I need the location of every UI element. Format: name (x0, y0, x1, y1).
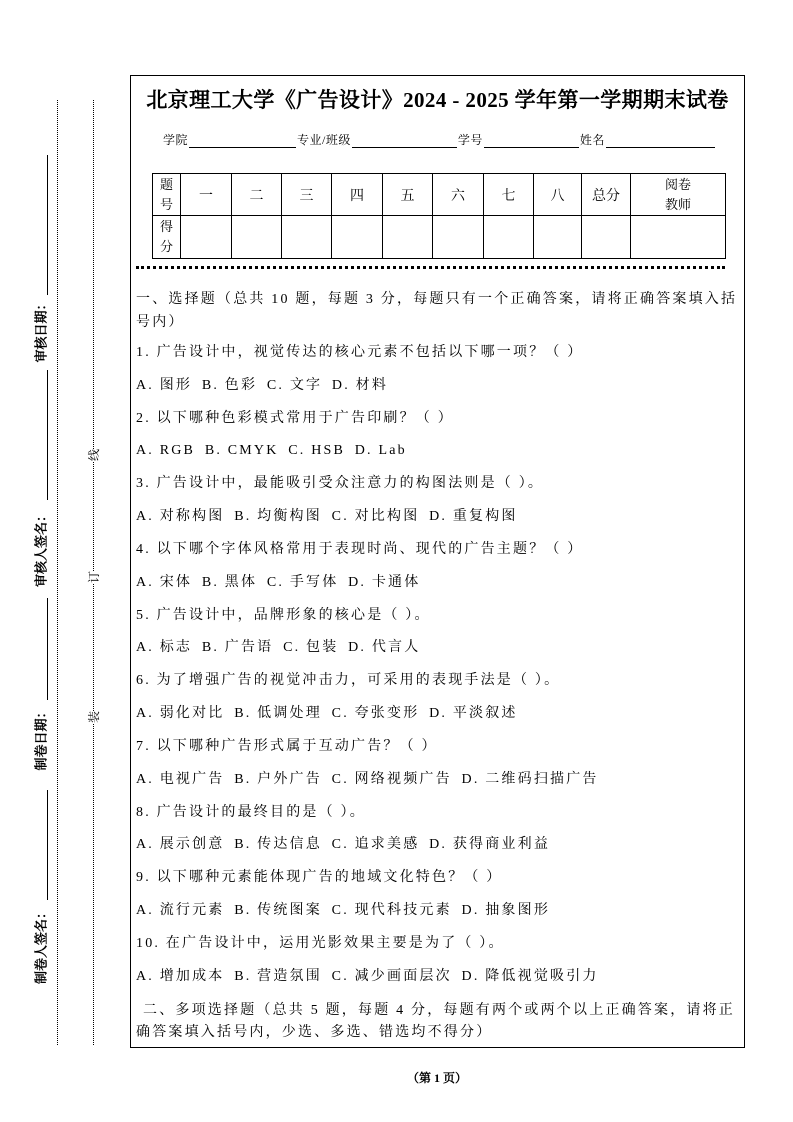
option: D. 降低视觉吸引力 (461, 968, 599, 984)
score-cell-5[interactable] (383, 216, 433, 259)
compile-date-label: 制卷日期： (34, 705, 50, 771)
score-cell-4[interactable] (332, 216, 383, 259)
question-stem: 10. 在广告设计中，运用光影效果主要是为了（ ）。 (136, 935, 505, 951)
exam-content (136, 288, 741, 1044)
student-id-label: 学号 (457, 133, 483, 147)
option: B. 低调处理 (234, 706, 322, 722)
option: A. 增加成本 (136, 968, 225, 984)
name-field[interactable] (606, 133, 715, 148)
grader-label: 阅卷 教师 (631, 174, 726, 216)
score-label: 得 分 (153, 216, 181, 259)
compiler-signature-label: 制卷人签名： (34, 905, 50, 985)
option: B. 营造氛围 (234, 968, 322, 984)
cut-line-mark-xian: 线 (84, 449, 104, 461)
score-cell-total[interactable] (582, 216, 631, 259)
score-cell-2[interactable] (232, 216, 282, 259)
column-header-1: 一 (181, 174, 232, 216)
column-header-2: 二 (232, 174, 282, 216)
option: A. 宋体 (136, 574, 193, 590)
option: C. 对比构图 (331, 509, 420, 525)
score-cell-3[interactable] (282, 216, 332, 259)
option: C. 文字 (266, 377, 323, 393)
column-header-total: 总分 (582, 174, 631, 216)
option: C. 包装 (283, 640, 339, 656)
option: C. 手写体 (266, 574, 339, 590)
option: D. 重复构图 (429, 509, 518, 525)
question-options (136, 764, 741, 797)
option: C. 减少画面层次 (331, 968, 452, 984)
page-number: （第 1 页） (406, 1071, 467, 1085)
question-stem: 5. 广告设计中，品牌形象的核心是（ ）。 (136, 607, 431, 623)
score-cell-7[interactable] (484, 216, 534, 259)
section-1-questions (136, 337, 741, 994)
section-2-heading: 二、多项选择题（总共 5 题，每题 4 分，每题有两个或两个以上正确答案，请将正确答案填入括号内，少选、多选、错选均不得分） (136, 1002, 735, 1040)
college-label: 学院 (163, 133, 189, 147)
section-1-heading: 一、选择题（总共 10 题，每题 3 分，每题只有一个正确答案，请将正确答案填入括号内） (136, 292, 738, 330)
option: A. RGB (136, 443, 196, 459)
question-number-label: 题 号 (153, 174, 181, 216)
reviewer-signature-line[interactable] (47, 370, 48, 500)
option: B. 户外广告 (234, 771, 322, 787)
question-stem: 4. 以下哪个字体风格常用于表现时尚、现代的广告主题？（ ） (136, 541, 584, 557)
column-header-4: 四 (332, 174, 383, 216)
option: B. 色彩 (201, 377, 258, 393)
option: A. 流行元素 (136, 903, 225, 919)
question-stem: 2. 以下哪种色彩模式常用于广告印刷？（ ） (136, 410, 454, 426)
option: A. 电视广告 (136, 771, 225, 787)
option: D. 代言人 (348, 640, 421, 656)
question-options (136, 829, 741, 862)
score-cell-6[interactable] (433, 216, 484, 259)
option: B. 传达信息 (234, 837, 322, 853)
column-header-8: 八 (534, 174, 582, 216)
question-stem: 1. 广告设计中，视觉传达的核心元素不包括以下哪一项？（ ） (136, 345, 584, 360)
question-stem: 3. 广告设计中，最能吸引受众注意力的构图法则是（ ）。 (136, 476, 545, 492)
score-table-header-row (153, 174, 726, 216)
option: D. 材料 (331, 377, 389, 393)
option: A. 图形 (136, 377, 193, 393)
question-options (136, 632, 741, 665)
column-header-6: 六 (433, 174, 484, 216)
option: A. 弱化对比 (136, 706, 225, 722)
reviewer-signature-label: 审核人签名： (34, 508, 50, 588)
option: B. 均衡构图 (234, 509, 322, 525)
cut-line-mark-ding: 订 (84, 571, 104, 583)
grader-cell[interactable] (631, 216, 726, 259)
question-stem: 7. 以下哪种广告形式属于互动广告？（ ） (136, 738, 438, 754)
option: C. 夸张变形 (331, 706, 420, 722)
question-options (136, 435, 741, 468)
option: D. 平淡叙述 (429, 706, 518, 722)
score-cell-8[interactable] (534, 216, 582, 259)
question-options (136, 698, 741, 731)
option: D. 卡通体 (348, 574, 421, 590)
option: D. 抽象图形 (461, 903, 551, 919)
cut-line-mark-zhuang: 装 (84, 711, 104, 723)
question-stem: 8. 广告设计的最终目的是（ ）。 (136, 804, 366, 820)
question-options (136, 370, 741, 403)
option: D. Lab (354, 443, 407, 459)
compiler-signature-line[interactable] (47, 790, 48, 900)
question-options (136, 567, 741, 600)
major-class-label: 专业/班级 (297, 133, 351, 147)
option: A. 对称构图 (136, 509, 225, 525)
option: A. 展示创意 (136, 837, 225, 853)
compile-date-line[interactable] (47, 598, 48, 700)
option: D. 获得商业利益 (429, 837, 551, 853)
question-options (136, 961, 741, 994)
option: B. CMYK (204, 443, 279, 459)
question-options (136, 895, 741, 928)
review-date-line[interactable] (47, 155, 48, 295)
column-header-7: 七 (484, 174, 534, 216)
question-stem: 9. 以下哪种元素能体现广告的地域文化特色？（ ） (136, 870, 503, 886)
option: C. HSB (288, 443, 346, 459)
column-header-5: 五 (383, 174, 433, 216)
option: C. 网络视频广告 (331, 771, 452, 787)
option: B. 黑体 (201, 574, 258, 590)
review-date-label: 审核日期： (34, 297, 50, 363)
option: A. 标志 (136, 640, 193, 656)
score-table (152, 173, 726, 259)
binding-dotted-line-outer (57, 100, 58, 1045)
score-cell-1[interactable] (181, 216, 232, 259)
question-stem: 6. 为了增强广告的视觉冲击力，可采用的表现手法是（ ）。 (136, 673, 561, 689)
option: B. 传统图案 (234, 903, 322, 919)
major-class-field[interactable] (352, 133, 457, 148)
option: C. 现代科技元素 (331, 903, 452, 919)
option: C. 追求美感 (331, 837, 420, 853)
option: B. 广告语 (201, 640, 274, 656)
option: D. 二维码扫描广告 (461, 771, 599, 787)
exam-title: 北京理工大学《广告设计》2024 - 2025 学年第一学期期末试卷 (146, 88, 729, 112)
dotted-separator (136, 266, 725, 269)
question-options (136, 501, 741, 534)
college-field[interactable] (189, 133, 296, 148)
name-label: 姓名 (579, 133, 605, 147)
student-info-line (163, 130, 716, 148)
column-header-3: 三 (282, 174, 332, 216)
student-id-field[interactable] (484, 133, 579, 148)
score-table-score-row (153, 216, 726, 259)
